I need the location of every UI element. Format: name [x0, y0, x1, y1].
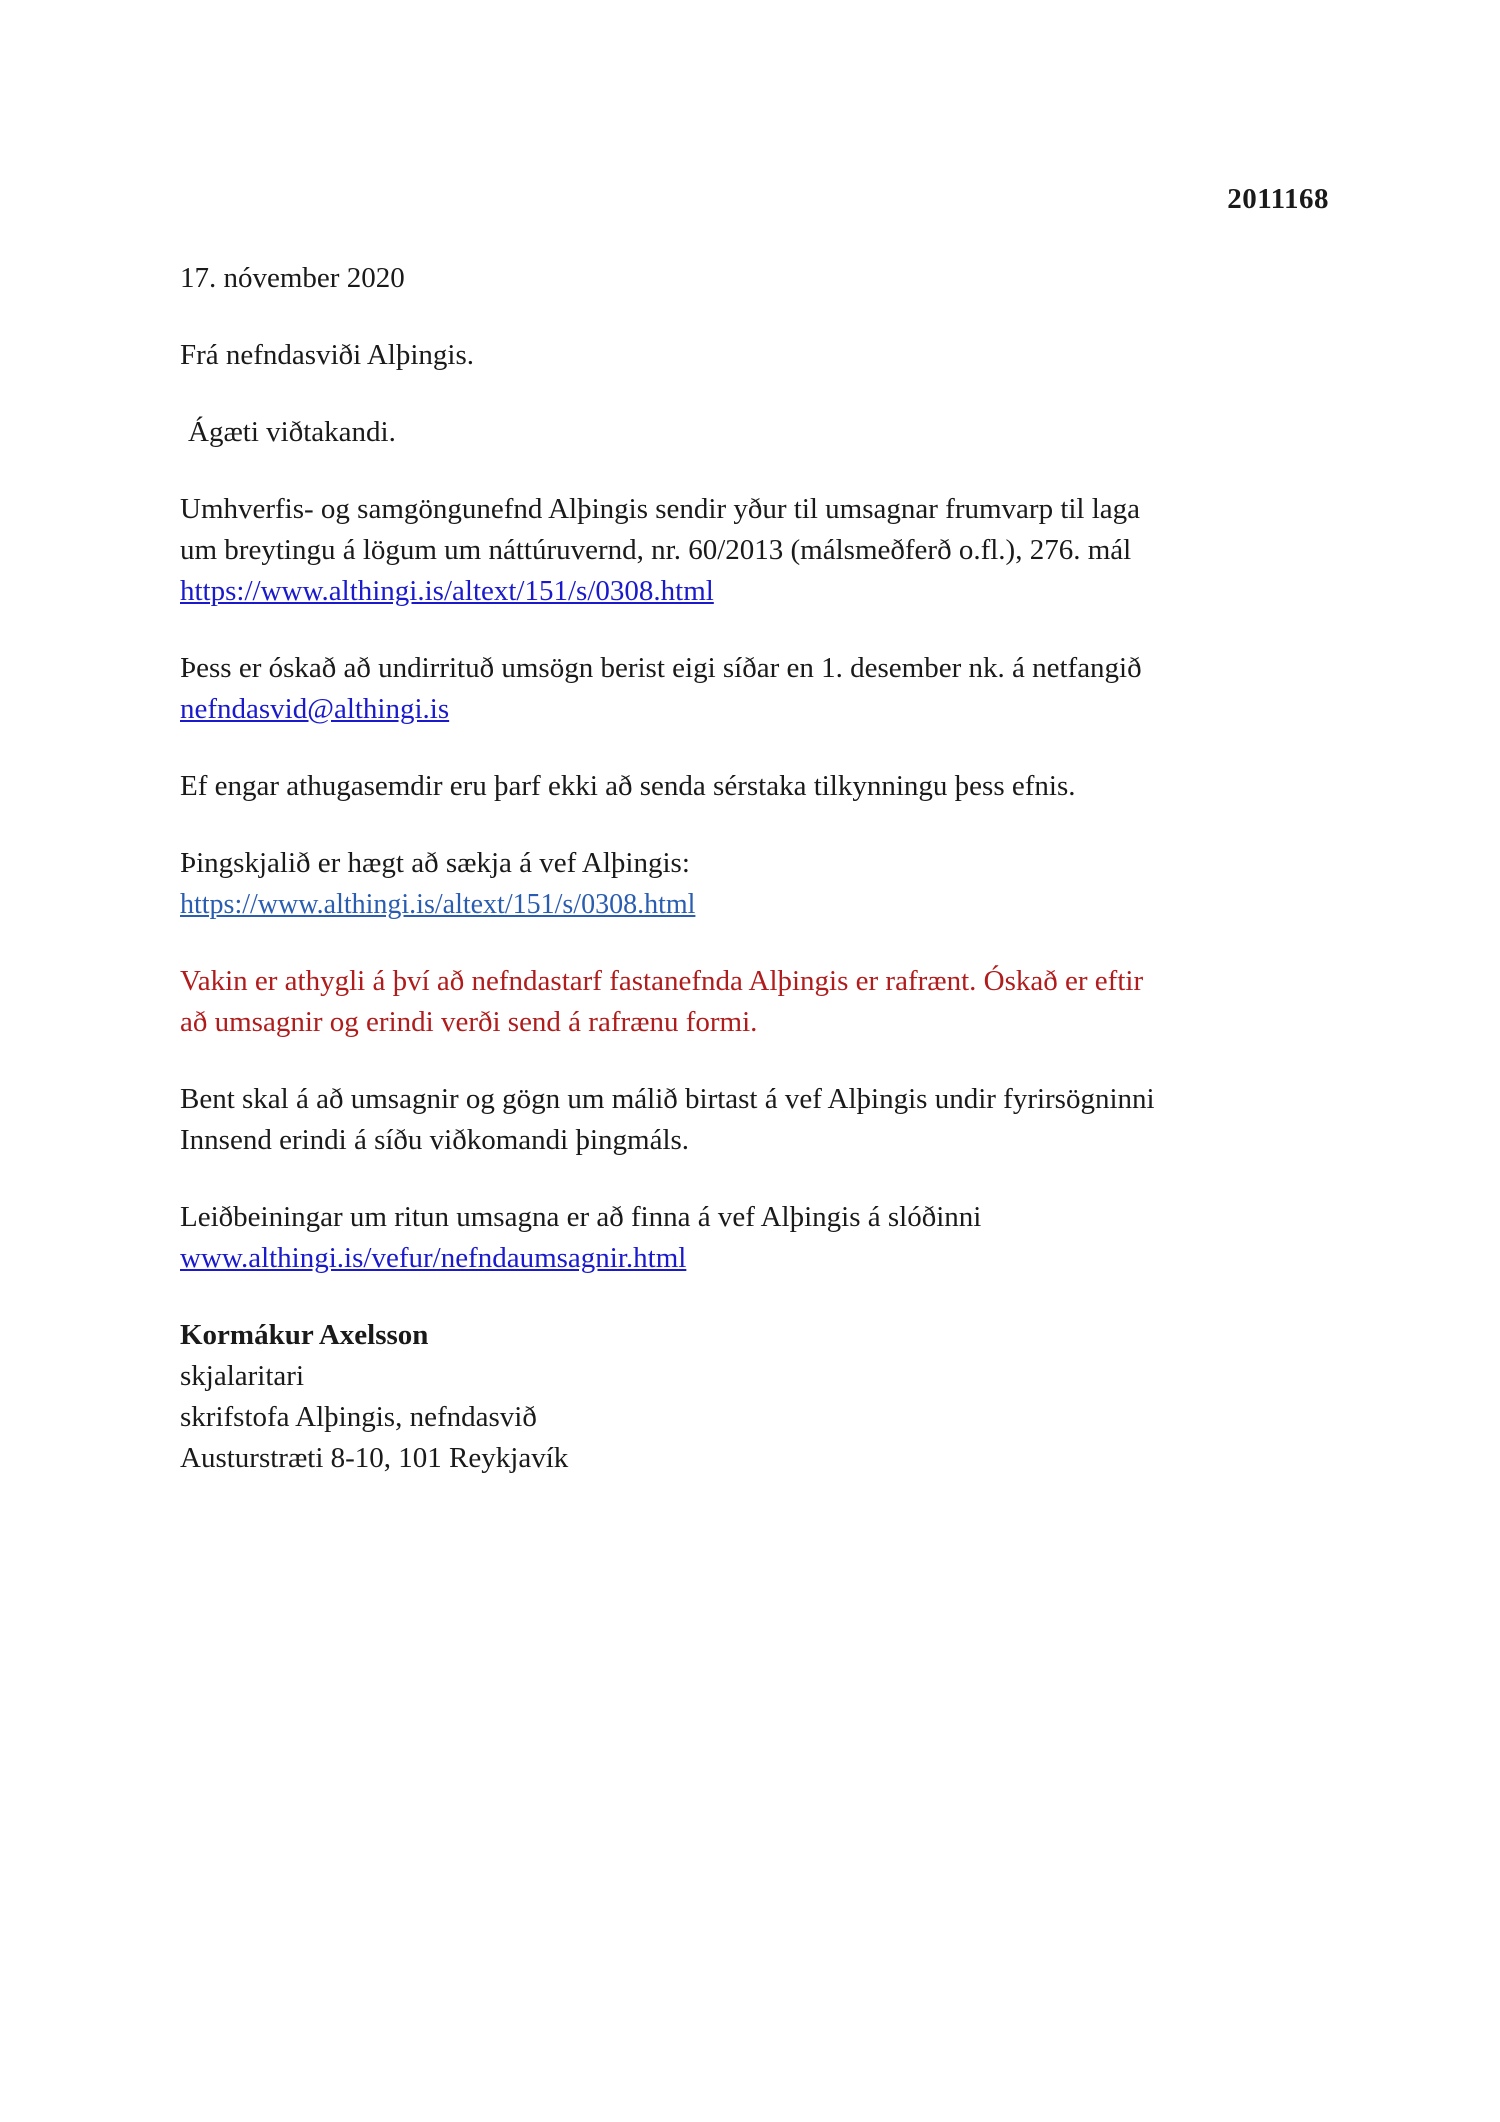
letter-date: 17. nóvember 2020 [180, 262, 405, 294]
signature-office: skrifstofa Alþingis, nefndasvið [180, 1401, 537, 1433]
intro-line-1: Umhverfis- og samgöngunefnd Alþingis sendir yður til umsagnar frumvarp til laga [180, 493, 1141, 525]
guidelines-link[interactable]: www.althingi.is/vefur/nefndaumsagnir.html [180, 1242, 687, 1274]
document-link[interactable]: https://www.althingi.is/altext/151/s/0308.html [180, 889, 696, 920]
letter-sender: Frá nefndasviði Alþingis. [180, 339, 475, 371]
document-link-text: Þingskjalið er hægt að sækja á vef Alþingis: [180, 847, 690, 879]
publication-paragraph [180, 1079, 1340, 1161]
signature-address: Austurstræti 8-10, 101 Reykjavík [180, 1442, 569, 1474]
intro-paragraph [180, 489, 1340, 612]
deadline-text: Þess er óskað að undirrituð umsögn berist eigi síðar en 1. desember nk. á netfangið [180, 652, 1142, 684]
publication-line-1: Bent skal á að umsagnir og gögn um málið birtast á vef Alþingis undir fyrirsögninni [180, 1083, 1155, 1115]
letter-greeting: Ágæti viðtakandi. [188, 416, 396, 448]
intro-line-2: um breytingu á lögum um náttúruvernd, nr. 60/2013 (málsmeðferð o.fl.), 276. mál [180, 534, 1132, 566]
electronic-notice-paragraph [180, 961, 1340, 1043]
email-link[interactable]: nefndasvid@althingi.is [180, 693, 450, 725]
no-comments-paragraph: Ef engar athugasemdir eru þarf ekki að senda sérstaka tilkynningu þess efnis. [180, 770, 1076, 802]
guidelines-text: Leiðbeiningar um ritun umsagna er að finna á vef Alþingis á slóðinni [180, 1201, 982, 1233]
letter-body [180, 258, 1340, 1515]
signature-block [180, 1315, 1340, 1479]
signature-title: skjalaritari [180, 1360, 305, 1392]
deadline-paragraph [180, 648, 1340, 730]
electronic-notice-line-1: Vakin er athygli á því að nefndastarf fastanefnda Alþingis er rafrænt. Óskað er eftir [180, 965, 1144, 997]
reference-number: 2011168 [1227, 183, 1329, 215]
bill-link[interactable]: https://www.althingi.is/altext/151/s/0308.html [180, 575, 714, 607]
signature-name: Kormákur Axelsson [180, 1319, 429, 1351]
electronic-notice-line-2: að umsagnir og erindi verði send á rafrænu formi. [180, 1006, 758, 1038]
document-link-paragraph [180, 843, 1340, 925]
publication-line-2: Innsend erindi á síðu viðkomandi þingmáls. [180, 1124, 690, 1156]
guidelines-paragraph [180, 1197, 1340, 1279]
